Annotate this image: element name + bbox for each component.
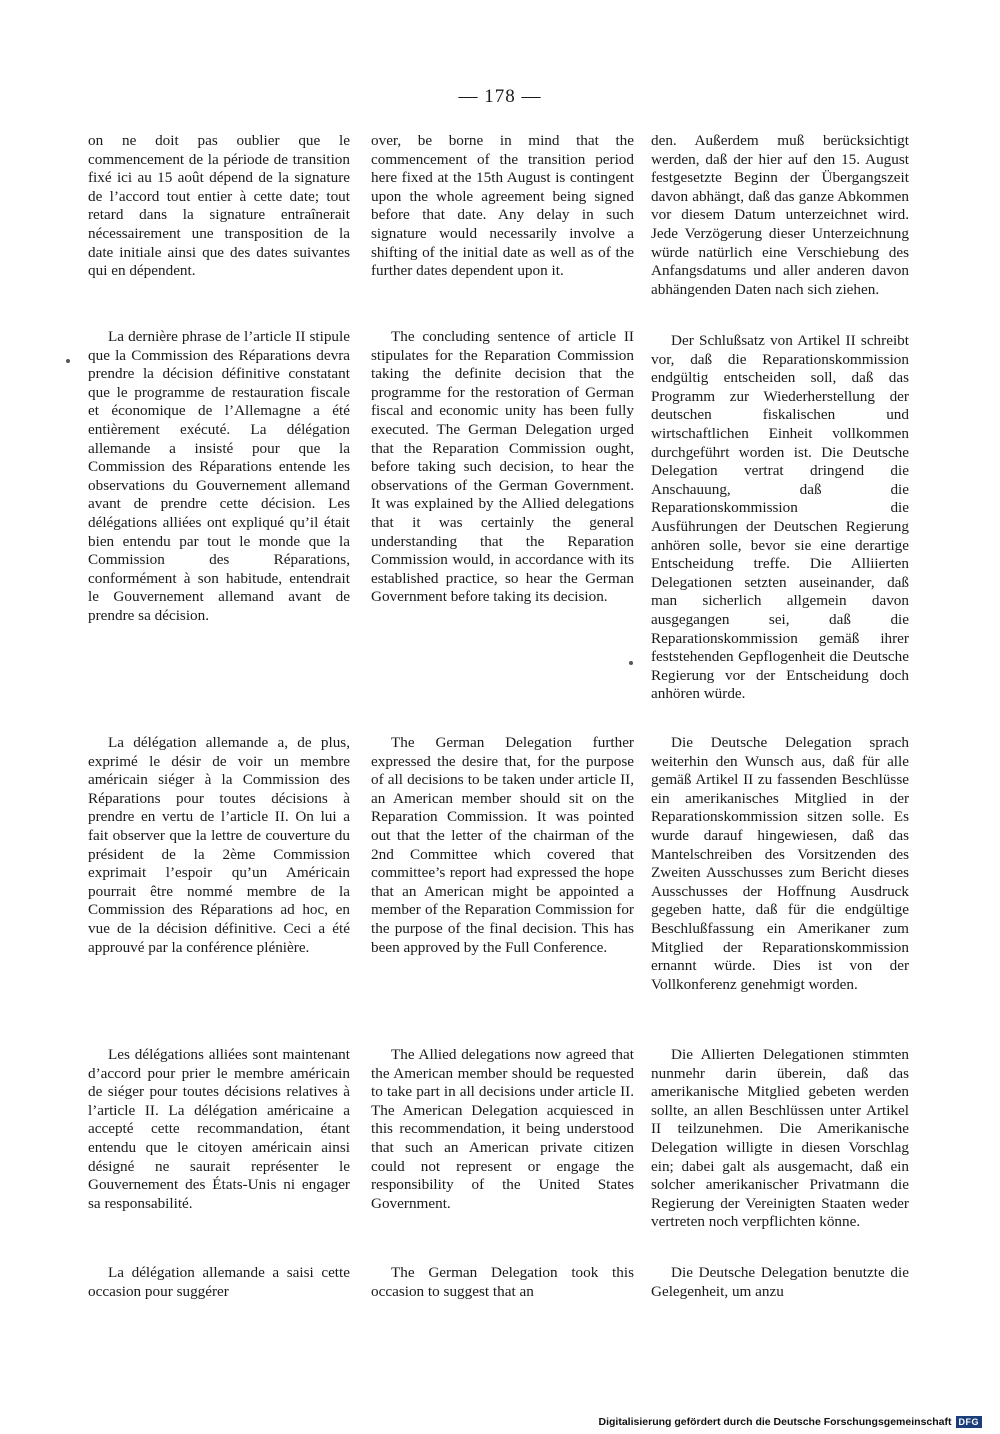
- german-paragraph-4: Die Allierten Delegationen stimmten nunmehr darin überein, daß das amerikanische Mitglied gebeten werden sollte, an allen Beschlüssen unter Artikel II teilzunehmen. Die Amerikanische Delegation willigte in diesen Vorschlag ein; dabei galt als ausgemacht, daß ein solcher amerikanischer Privatmann die Regierung der Vereinigten Staaten weder vertreten noch verpflichten könne.: [651, 1046, 909, 1231]
- french-paragraph-1: on ne doit pas oublier que le commencement de la période de transition fixé ici au 15 août dépend de la signature de l’accord tout entier à cette date; tout retard dans la signature entraînerait nécessairement une transposition de la date initiale ainsi que des dates suivantes qui en dépendent.: [88, 132, 350, 280]
- german-paragraph-2: Der Schlußsatz von Artikel II schreibt vor, daß die Reparationskommission endgültig entscheiden soll, daß das Programm zur Wiederherstellung der deutschen fiskalischen und wirtschaftlichen Einheit vollkommen durchgeführt worden ist. Die Deutsche Delegation vertrat dringend die Anschauung, daß die Reparationskommission die Ausführungen der Deutschen Regierung anhören solle, bevor sie eine derartige Entscheidung treffe. Die Alliierten Delegationen setzten auseinander, daß man sicherlich allgemein davon ausgegangen sei, daß die Reparationskommission gemäß ihrer feststehenden Gepflogenheit die Deutsche Regierung vor der Entscheidung doch anhören würde.: [651, 332, 909, 703]
- english-paragraph-4: The Allied delegations now agreed that the American member should be requested to take part in all decisions under article II. The American Delegation acquiesced in this recommendation, it being understood that such an American private citizen could not represent or engage the responsibility of the United States Government.: [371, 1046, 634, 1212]
- english-paragraph-1: over, be borne in mind that the commencement of the transition period here fixed at the 15th August is contingent upon the whole agreement being signed before that date. Any delay in such signature would necessarily involve a shifting of the initial date as well as of the further dates dependent upon it.: [371, 132, 634, 280]
- german-paragraph-5: Die Deutsche Delegation benutzte die Gelegenheit, um anzu: [651, 1264, 909, 1300]
- french-paragraph-5: La délégation allemande a saisi cette occasion pour suggérer: [88, 1264, 350, 1300]
- margin-speck: [66, 359, 70, 363]
- french-paragraph-4: Les délégations alliées sont maintenant d’accord pour prier le membre américain de siéger pour toutes décisions relatives à l’article II. La délégation américaine a accepté cette recommandation, étant entendu que le citoyen américain ainsi désigné ne saurait représenter le Gouvernement des États-Unis ni engager sa responsabilité.: [88, 1046, 350, 1212]
- german-paragraph-1: den. Außerdem muß berücksichtigt werden, daß der hier auf den 15. August festgesetzte Beginn der Übergangszeit davon abhängt, daß das ganze Abkommen vor diesem Datum unterzeichnet wird. Jede Verzögerung dieser Unterzeichnung würde natürlich eine Verschiebung des Anfangsdatums und aller anderen davon abhängenden Daten nach sich ziehen.: [651, 132, 909, 298]
- french-paragraph-2: La dernière phrase de l’article II stipule que la Commission des Réparations devra prendre la décision définitive constatant que le programme de restauration fiscale et économique de l’Allemagne a été entièrement exécuté. La délégation allemande a insisté pour que la Commission des Réparations entende les observations du Gouvernement allemand avant de prendre cette décision. Les délégations alliées ont expliqué qu’il était bien entendu par tout le monde que la Commission des Réparations, conformément à son habitude, entendrait le Gouvernement allemand avant de prendre sa décision.: [88, 328, 350, 624]
- margin-speck: [629, 661, 633, 665]
- english-paragraph-5: The German Delegation took this occasion to suggest that an: [371, 1264, 634, 1300]
- english-paragraph-3: The German Delegation further expressed the desire that, for the purpose of all decisions to be taken under article II, an American member should sit on the Reparation Commission. It was pointed out that the letter of the chairman of the 2nd Committee which covered that committee’s report had expressed the hope that an American might be appointed a member of the Reparation Commission for the purpose of the final decision. This has been approved by the Full Conference.: [371, 734, 634, 956]
- german-paragraph-3: Die Deutsche Delegation sprach weiterhin den Wunsch aus, daß für alle gemäß Artikel II zu fassenden Beschlüsse ein amerikanisches Mitglied in der Reparationskommission sitzen solle. Es wurde darauf hingewiesen, daß das Mantelschreiben des Vorsitzenden des Zweiten Ausschusses zum Bericht dieses Ausschusses der Hoffnung Ausdruck gegeben hatte, daß für die endgültige Beschlußfassung ein Amerikaner zum Mitglied der Reparationskommission ernannt würde. Dies ist von der Vollkonferenz genehmigt worden.: [651, 734, 909, 993]
- digitization-footer: [599, 1416, 982, 1428]
- page-number: — 178 —: [458, 86, 542, 107]
- english-paragraph-2: The concluding sentence of article II stipulates for the Reparation Commission taking the definite decision that the programme for the restoration of German fiscal and economic unity has been fully executed. The German Delegation urged that the Reparation Commission ought, before taking such decision, to hear the observations of the German Government. It was explained by the Allied delegations that it was certainly the general understanding that the Reparation Commission would, in accordance with its established practice, so hear the German Government before taking its decision.: [371, 328, 634, 606]
- dfg-logo-icon: DFG: [956, 1416, 983, 1428]
- french-paragraph-3: La délégation allemande a, de plus, exprimé le désir de voir un membre américain siéger à la Commission des Réparations pour toutes décisions à prendre en vertu de l’article II. On lui a fait observer que la lettre de couverture du président de la 2ème Commission exprimait l’espoir qu’un Américain pourrait être nommé membre de la Commission des Réparations ad hoc, en vue de la décision définitive. Ceci a été approuvé par la conférence plénière.: [88, 734, 350, 956]
- footer-credit: Digitalisierung gefördert durch die Deutsche Forschungsgemeinschaft: [598, 1416, 952, 1428]
